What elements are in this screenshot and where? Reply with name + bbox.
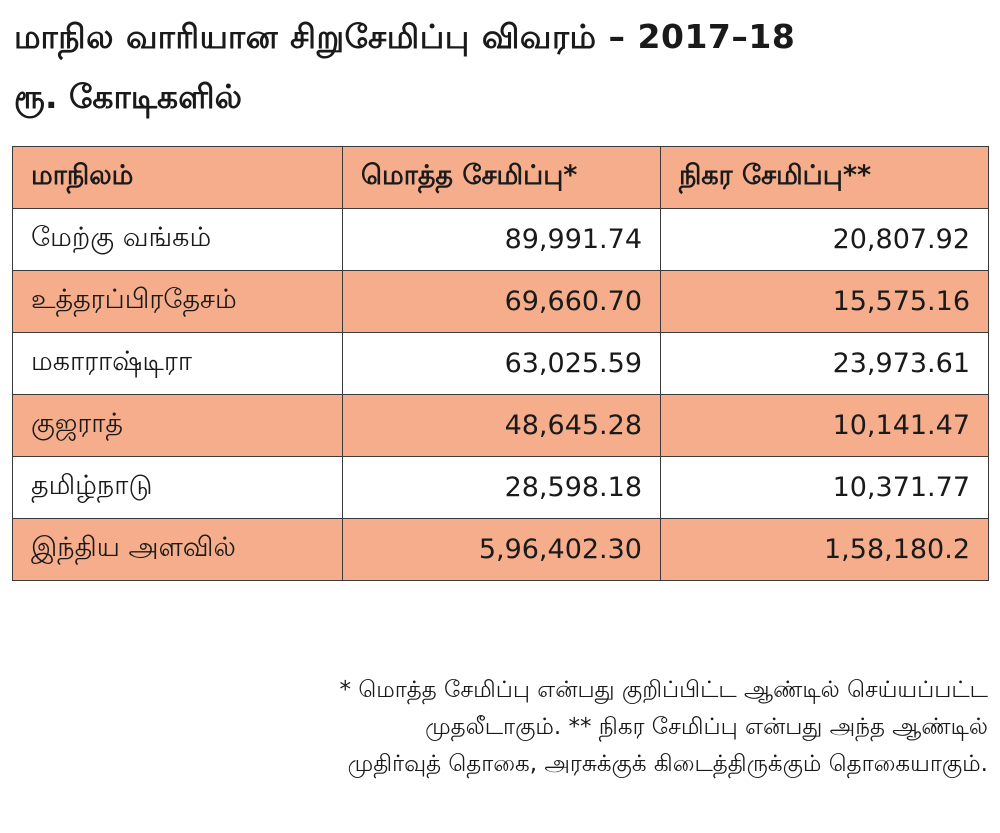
table-row bbox=[13, 209, 989, 271]
total-savings-cell: 5,96,402.30 bbox=[343, 519, 661, 581]
header-state: மாநிலம் bbox=[13, 147, 343, 209]
net-savings-cell: 20,807.92 bbox=[661, 209, 989, 271]
header-total-savings: மொத்த சேமிப்பு* bbox=[343, 147, 661, 209]
state-cell: உத்தரப்பிரதேசம் bbox=[13, 271, 343, 333]
state-cell: இந்திய அளவில் bbox=[13, 519, 343, 581]
net-savings-cell: 10,371.77 bbox=[661, 457, 989, 519]
total-savings-cell: 48,645.28 bbox=[343, 395, 661, 457]
table-header-row bbox=[13, 147, 989, 209]
total-savings-cell: 69,660.70 bbox=[343, 271, 661, 333]
state-cell: குஜராத் bbox=[13, 395, 343, 457]
unit-subtitle: ரூ. கோடிகளில் bbox=[14, 77, 242, 116]
table-row bbox=[13, 395, 989, 457]
net-savings-cell: 23,973.61 bbox=[661, 333, 989, 395]
table-row bbox=[13, 457, 989, 519]
footnote-line: முதிர்வுத் தொகை, அரசுக்குக் கிடைத்திருக்கும் தொகையாகும். bbox=[347, 751, 988, 777]
state-cell: தமிழ்நாடு bbox=[13, 457, 343, 519]
footnote-line: முதலீடாகும். ** நிகர சேமிப்பு என்பது அந்த ஆண்டில் bbox=[425, 714, 988, 740]
state-cell: மகாராஷ்டிரா bbox=[13, 333, 343, 395]
table-row bbox=[13, 333, 989, 395]
header-net-savings: நிகர சேமிப்பு** bbox=[661, 147, 989, 209]
footnote bbox=[108, 672, 988, 783]
table-row bbox=[13, 271, 989, 333]
total-savings-cell: 63,025.59 bbox=[343, 333, 661, 395]
net-savings-cell: 1,58,180.2 bbox=[661, 519, 989, 581]
savings-table bbox=[12, 146, 989, 581]
total-savings-cell: 89,991.74 bbox=[343, 209, 661, 271]
state-cell: மேற்கு வங்கம் bbox=[13, 209, 343, 271]
net-savings-cell: 15,575.16 bbox=[661, 271, 989, 333]
total-savings-cell: 28,598.18 bbox=[343, 457, 661, 519]
table-total-row bbox=[13, 519, 989, 581]
page-title: மாநில வாரியான சிறுசேமிப்பு விவரம் – 2017–18 bbox=[14, 17, 796, 56]
net-savings-cell: 10,141.47 bbox=[661, 395, 989, 457]
footnote-line: * மொத்த சேமிப்பு என்பது குறிப்பிட்ட ஆண்டில் செய்யப்பட்ட bbox=[339, 677, 988, 703]
